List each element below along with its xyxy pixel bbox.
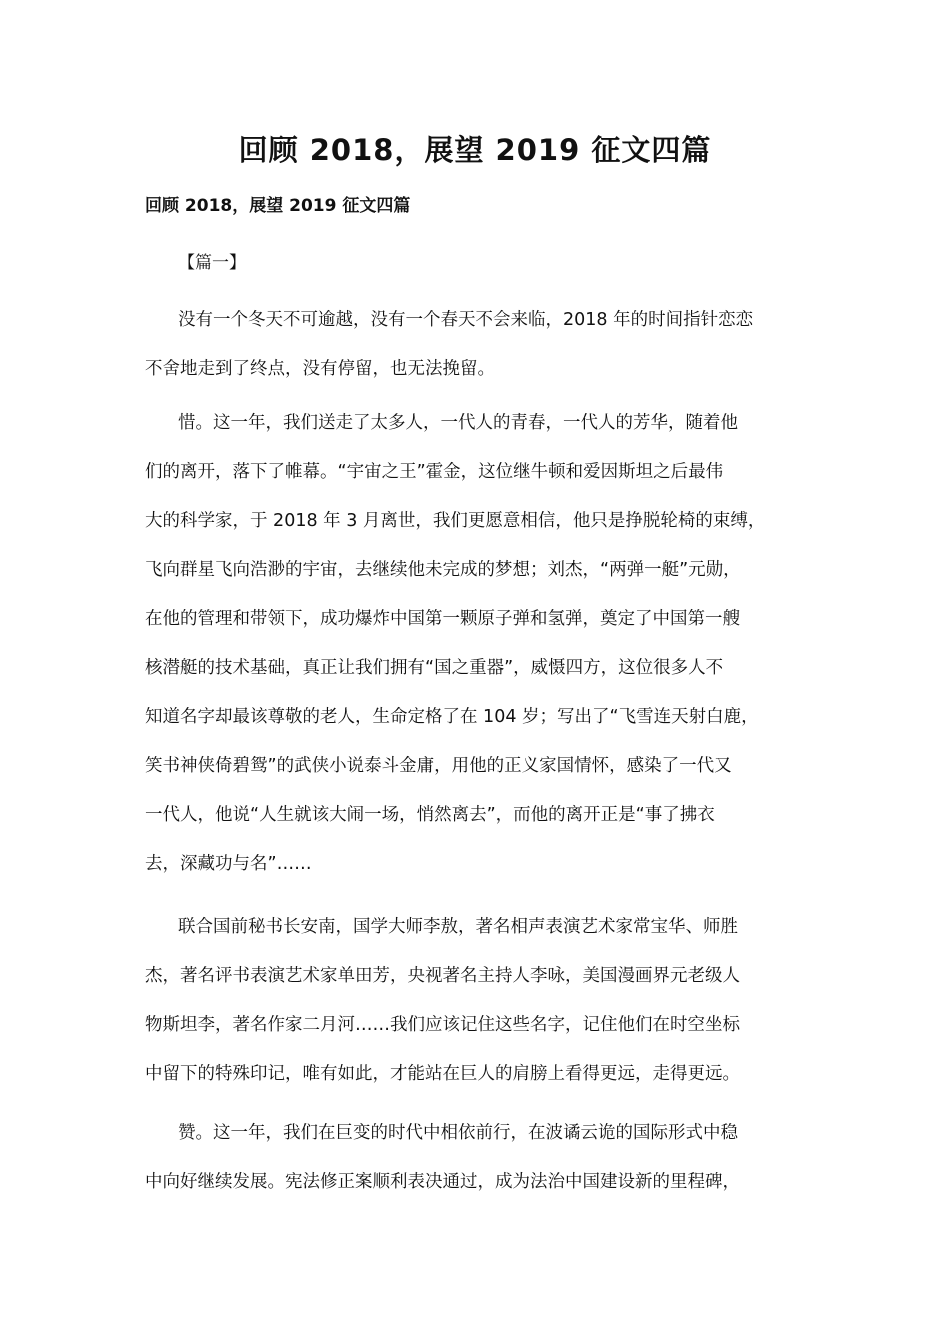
paragraph-line: 物斯坦李，著名作家二月河……我们应该记住这些名字，记住他们在时空坐标 xyxy=(145,1015,740,1035)
paragraph-line: 核潜艇的技术基础，真正让我们拥有“国之重器”，威慑四方，这位很多人不 xyxy=(145,658,724,678)
paragraph-line: 中留下的特殊印记，唯有如此，才能站在巨人的肩膀上看得更远，走得更远。 xyxy=(145,1064,740,1084)
paragraph-line: 知道名字却最该尊敬的老人，生命定格了在 104 岁；写出了“飞雪连天射白鹿， xyxy=(145,707,759,727)
paragraph-4 xyxy=(145,1109,809,1207)
paragraph-3 xyxy=(145,903,809,1099)
paragraph-line: 杰，著名评书表演艺术家单田芳，央视著名主持人李咏，美国漫画界元老级人 xyxy=(145,966,740,986)
paragraph-line: 惜。这一年，我们送走了太多人，一代人的青春，一代人的芳华，随着他 xyxy=(178,413,738,433)
paragraph-line: 在他的管理和带领下，成功爆炸中国第一颗原子弹和氢弹，奠定了中国第一艘 xyxy=(145,609,740,629)
paragraph-line: 大的科学家，于 2018 年 3 月离世，我们更愿意相信，他只是挣脱轮椅的束缚， xyxy=(145,511,766,531)
paragraph-line: 联合国前秘书长安南，国学大师李敖，著名相声表演艺术家常宝华、师胜 xyxy=(178,917,738,937)
paragraph-1 xyxy=(145,296,809,394)
paragraph-line: 中向好继续发展。宪法修正案顺利表决通过，成为法治中国建设新的里程碑， xyxy=(145,1172,740,1192)
section-label: 【篇一】 xyxy=(178,253,246,273)
paragraph-line: 一代人，他说“人生就该大闹一场，悄然离去”，而他的离开正是“事了拂衣 xyxy=(145,805,715,825)
document-subtitle: 回顾 2018，展望 2019 征文四篇 xyxy=(145,196,411,216)
paragraph-line: 没有一个冬天不可逾越，没有一个春天不会来临，2018 年的时间指针恋恋 xyxy=(178,310,754,330)
paragraph-line: 去，深藏功与名”…… xyxy=(145,854,312,874)
paragraph-line: 笑书神侠倚碧鸳”的武侠小说泰斗金庸，用他的正义家国情怀，感染了一代又 xyxy=(145,756,732,776)
document-title: 回顾 2018，展望 2019 征文四篇 xyxy=(238,133,712,167)
paragraph-line: 不舍地走到了终点，没有停留，也无法挽留。 xyxy=(145,359,495,379)
paragraph-line: 飞向群星飞向浩渺的宇宙，去继续他未完成的梦想；刘杰，“两弹一艇”元勋， xyxy=(145,560,741,580)
paragraph-2 xyxy=(145,399,809,889)
paragraph-line: 们的离开，落下了帷幕。“宇宙之王”霍金，这位继牛顿和爱因斯坦之后最伟 xyxy=(145,462,724,482)
paragraph-line: 赞。这一年，我们在巨变的时代中相依前行，在波谲云诡的国际形式中稳 xyxy=(178,1123,738,1143)
